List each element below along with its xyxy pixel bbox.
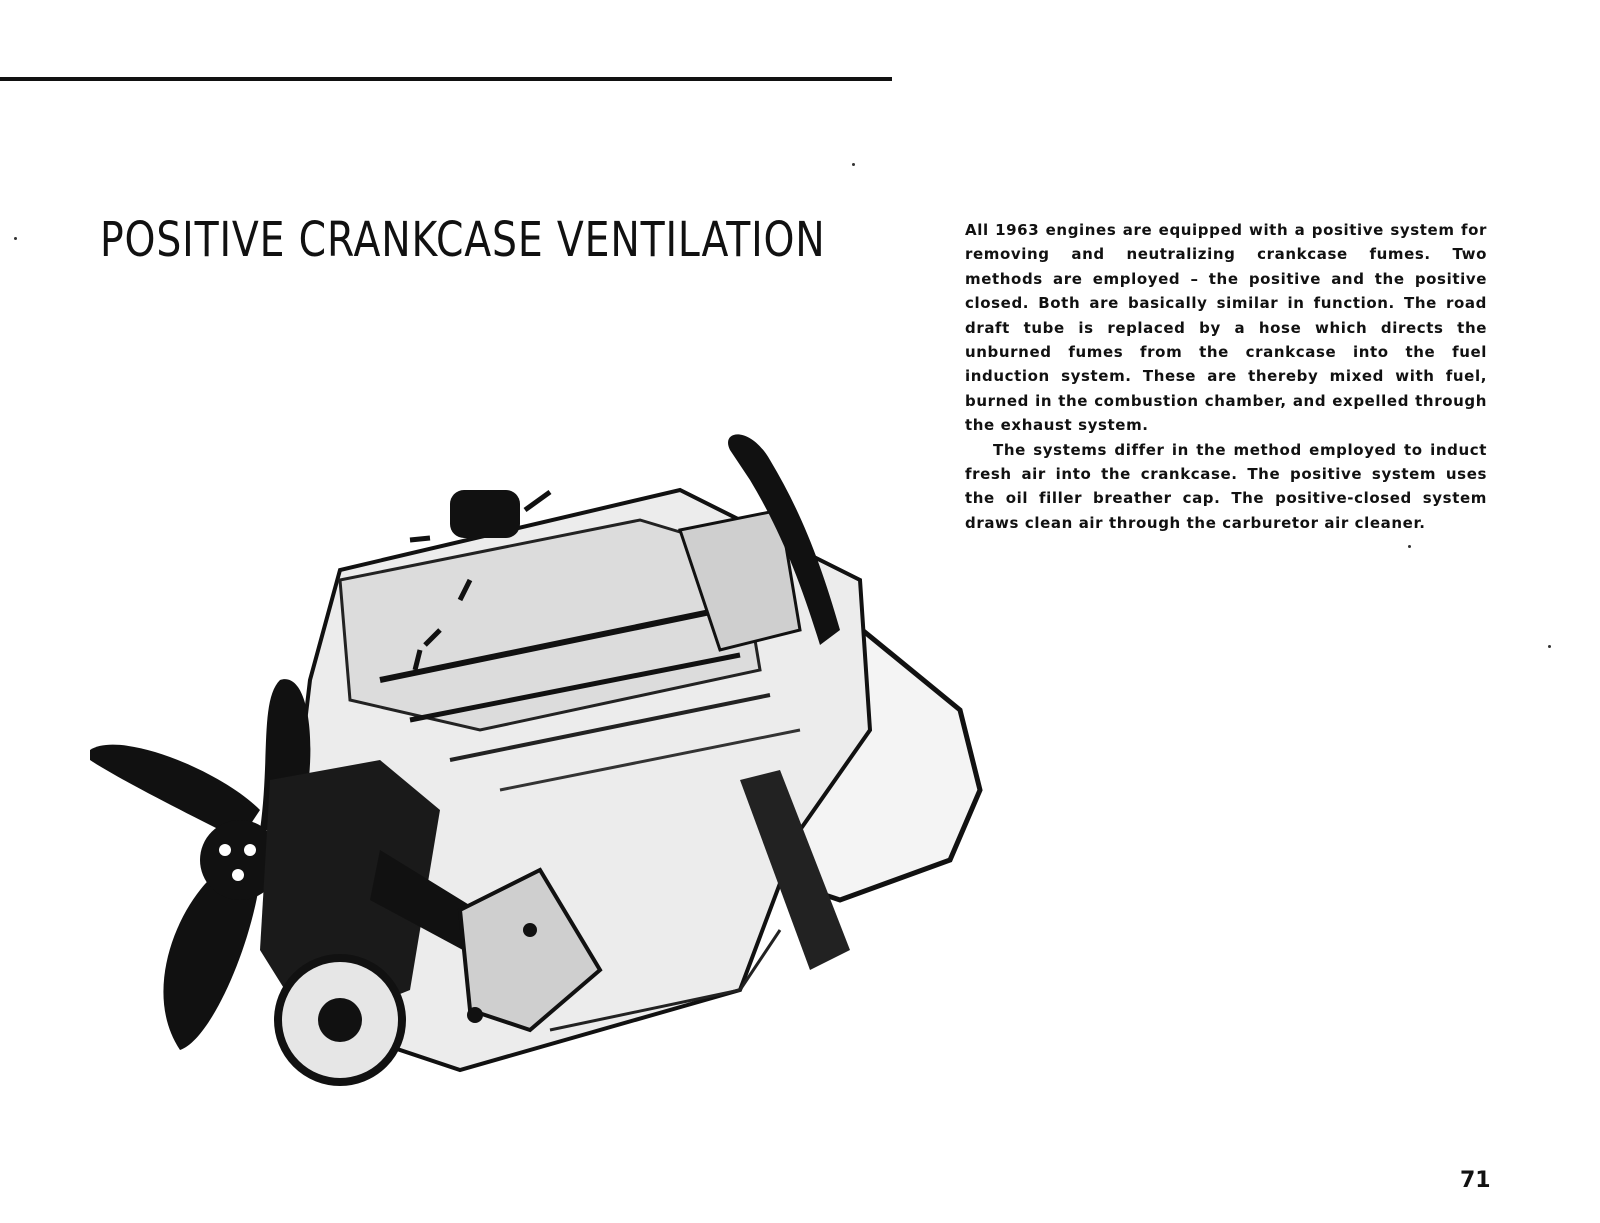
scan-speck (852, 163, 855, 166)
breather-cap (450, 490, 520, 538)
page-title: POSITIVE CRANKCASE VENTILATION (100, 212, 826, 268)
engine-illustration (80, 430, 1000, 1120)
paragraph-1: All 1963 engines are equipped with a positive system for removing and neutralizing crankcase fumes. Two methods are employed – the positive and the positive closed. Both are basically similar in function. The road draft tube is replaced by a hose which directs the unburned fumes from the crankcase into the fuel induction system. These are thereby mixed with fuel, burned in the combustion chamber, and expelled through the exhaust system. (965, 221, 1487, 435)
page-number: 71 (1460, 1168, 1491, 1193)
scan-speck (14, 237, 17, 240)
scan-speck (1548, 645, 1551, 648)
top-rule (0, 77, 892, 81)
body-text (965, 218, 1487, 535)
scan-speck (1408, 545, 1411, 548)
paragraph-2: The systems differ in the method employed to induct fresh air into the crankcase. The positive system uses the oil filler breather cap. The positive-closed system draws clean air through the carburetor air cleaner. (965, 440, 1487, 532)
